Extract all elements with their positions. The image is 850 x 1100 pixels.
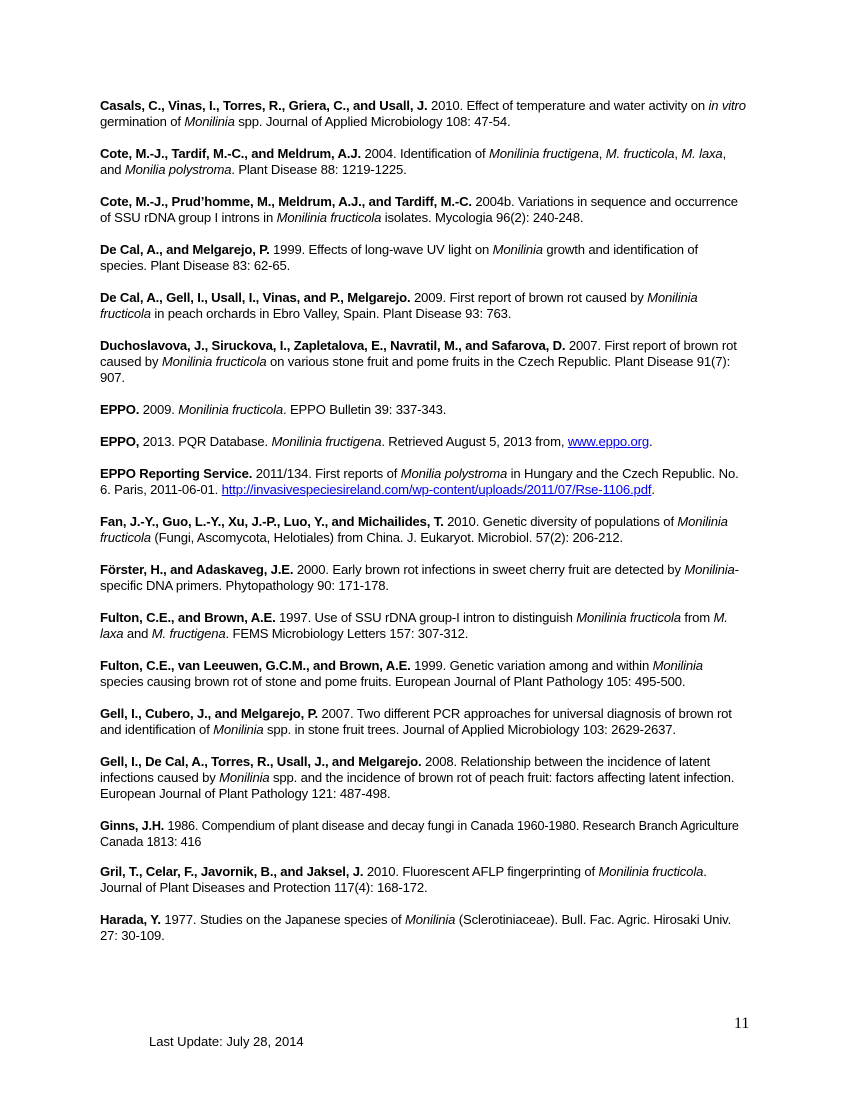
reference-entry xyxy=(100,864,746,896)
reference-authors: Casals, C., Vinas, I., Torres, R., Griera, C., and Usall, J. xyxy=(100,98,428,113)
reference-entry xyxy=(100,466,746,498)
reference-text: . Retrieved August 5, 2013 from, xyxy=(381,434,568,449)
reference-text: . FEMS Microbiology Letters 157: 307-312. xyxy=(225,626,469,641)
reference-text: 1986. Compendium of plant disease and decay fungi in Canada 1960-1980. Research Branch Agriculture Canada 1813: 416 xyxy=(100,819,739,849)
reference-text: in Hungary and the Czech Republic. No. 6. Paris, 2011-06-01. xyxy=(100,466,739,497)
reference-entry xyxy=(100,912,746,944)
reference-text: 1997. Use of SSU rDNA group-I intron to distinguish xyxy=(275,610,577,625)
page-number: 11 xyxy=(734,1015,750,1032)
reference-text: in peach orchards in Ebro Valley, Spain. Plant Disease 93: 763. xyxy=(150,306,512,321)
italic-taxon-text: Monilia polystroma xyxy=(124,162,232,177)
reference-authors: Gril, T., Celar, F., Javornik, B., and Jaksel, J. xyxy=(100,864,364,879)
italic-taxon-text: Monilinia xyxy=(492,242,543,257)
reference-authors: De Cal, A., and Melgarejo, P. xyxy=(100,242,270,257)
reference-entry xyxy=(100,754,746,802)
reference-text: (Fungi, Ascomycota, Helotiales) from China. J. Eukaryot. Microbiol. 57(2): 206-212. xyxy=(150,530,623,545)
italic-taxon-text: Monilinia fructicola xyxy=(161,354,267,369)
reference-authors: Harada, Y. xyxy=(100,912,161,927)
reference-authors: Fulton, C.E., and Brown, A.E. xyxy=(100,610,276,625)
reference-text: , xyxy=(674,146,682,161)
italic-taxon-text: Monilinia fructicola xyxy=(598,864,704,879)
reference-text: 2010. Genetic diversity of populations of xyxy=(443,514,678,529)
reference-entry xyxy=(100,706,746,738)
reference-text: spp. in stone fruit trees. Journal of Applied Microbiology 103: 2629-2637. xyxy=(263,722,676,737)
reference-authors: EPPO. xyxy=(100,402,140,417)
reference-entry xyxy=(100,290,746,322)
reference-entry xyxy=(100,242,746,274)
italic-taxon-text: Monilinia fructicola xyxy=(100,514,728,545)
reference-text: germination of xyxy=(100,114,185,129)
reference-text: 1999. Genetic variation among and within xyxy=(410,658,653,673)
reference-text: (Sclerotiniaceae). Bull. Fac. Agric. Hirosaki Univ. 27: 30-109. xyxy=(100,912,732,943)
reference-authors: Gell, I., De Cal, A., Torres, R., Usall, J., and Melgarejo. xyxy=(100,754,422,769)
reference-entry xyxy=(100,434,746,450)
reference-link[interactable]: http://invasivespeciesireland.com/wp-content/uploads/2011/07/Rse-1106.pdf xyxy=(221,482,652,497)
italic-taxon-text: M. fructicola xyxy=(605,146,675,161)
reference-text: . xyxy=(649,434,653,449)
reference-authors: Cote, M.-J., Tardif, M.-C., and Meldrum, A.J. xyxy=(100,146,361,161)
italic-taxon-text: Monilinia xyxy=(213,722,264,737)
italic-taxon-text: in vitro xyxy=(708,98,746,113)
italic-taxon-text: Monilinia fructicola xyxy=(100,290,698,321)
italic-taxon-text: Monilinia xyxy=(404,912,456,927)
reference-text: 2010. Effect of temperature and water activity on xyxy=(427,98,709,113)
italic-taxon-text: M. laxa xyxy=(100,610,728,641)
reference-text: 2013. PQR Database. xyxy=(139,434,272,449)
italic-taxon-text: Monilinia fructigena xyxy=(271,434,382,449)
reference-entry xyxy=(100,610,746,642)
italic-taxon-text: Monilia polystroma xyxy=(400,466,508,481)
reference-text: spp. and the incidence of brown rot of peach fruit: factors affecting latent infection. European Journal of Plant Pathology 121: 487-498. xyxy=(100,770,735,801)
reference-text: . EPPO Bulletin 39: 337-343. xyxy=(283,402,447,417)
reference-entry xyxy=(100,338,746,386)
reference-link[interactable]: www.eppo.org xyxy=(567,434,649,449)
reference-text: spp. Journal of Applied Microbiology 108: 47-54. xyxy=(234,114,511,129)
reference-text: , and xyxy=(100,146,727,177)
reference-entry xyxy=(100,98,746,130)
reference-text: , xyxy=(598,146,606,161)
reference-authors: EPPO Reporting Service. xyxy=(100,466,253,481)
italic-taxon-text: Monilinia fructicola xyxy=(178,402,283,417)
reference-text: 2004. Identification of xyxy=(360,146,489,161)
reference-text: . Journal of Plant Diseases and Protection 117(4): 168-172. xyxy=(100,864,707,895)
reference-list xyxy=(100,98,746,960)
reference-entry xyxy=(100,818,746,850)
reference-authors: Ginns, J.H. xyxy=(100,819,165,833)
reference-text: 2008. Relationship between the incidence of latent infections caused by xyxy=(100,754,711,785)
reference-authors: Cote, M.-J., Prud’homme, M., Meldrum, A.J., and Tardiff, M.-C. xyxy=(100,194,472,209)
reference-entry xyxy=(100,194,746,226)
reference-text: isolates. Mycologia 96(2): 240-248. xyxy=(381,210,584,225)
reference-text: 1977. Studies on the Japanese species of xyxy=(160,912,405,927)
reference-authors: Fulton, C.E., van Leeuwen, G.C.M., and Brown, A.E. xyxy=(100,658,411,673)
italic-taxon-text: Monilinia xyxy=(684,562,735,577)
reference-authors: De Cal, A., Gell, I., Usall, I., Vinas, and P., Melgarejo. xyxy=(100,290,411,305)
reference-text: 2004b. Variations in sequence and occurrence of SSU rDNA group I introns in xyxy=(100,194,738,225)
reference-entry xyxy=(100,146,746,178)
reference-entry xyxy=(100,658,746,690)
reference-text: 2007. Two different PCR approaches for universal diagnosis of brown rot and identification of xyxy=(100,706,732,737)
reference-text: 2010. Fluorescent AFLP fingerprinting of xyxy=(363,864,599,879)
italic-taxon-text: Monilinia fructigena xyxy=(488,146,599,161)
italic-taxon-text: Monilinia fructicola xyxy=(576,610,681,625)
reference-text: . xyxy=(651,482,655,497)
reference-authors: Förster, H., and Adaskaveg, J.E. xyxy=(100,562,294,577)
reference-authors: Gell, I., Cubero, J., and Melgarejo, P. xyxy=(100,706,319,721)
reference-text: 2011/134. First reports of xyxy=(252,466,401,481)
reference-text: growth and identification of species. Plant Disease 83: 62-65. xyxy=(100,242,698,273)
reference-text: -specific DNA primers. Phytopathology 90: 171-178. xyxy=(100,562,739,593)
reference-text: 2009. First report of brown rot caused by xyxy=(410,290,648,305)
reference-text: . Plant Disease 88: 1219-1225. xyxy=(231,162,407,177)
reference-text: 2009. xyxy=(139,402,179,417)
italic-taxon-text: M. fructigena xyxy=(151,626,226,641)
reference-text: from xyxy=(680,610,714,625)
italic-taxon-text: Monilinia fructicola xyxy=(276,210,382,225)
italic-taxon-text: M. laxa xyxy=(681,146,723,161)
reference-entry xyxy=(100,514,746,546)
reference-entry xyxy=(100,402,746,418)
reference-authors: EPPO, xyxy=(100,434,140,449)
reference-authors: Fan, J.-Y., Guo, L.-Y., Xu, J.-P., Luo, Y., and Michailides, T. xyxy=(100,514,444,529)
reference-text: 2007. First report of brown rot caused by xyxy=(100,338,737,369)
italic-taxon-text: Monilinia xyxy=(219,770,270,785)
reference-entry xyxy=(100,562,746,594)
italic-taxon-text: Monilinia xyxy=(652,658,703,673)
reference-text: species causing brown rot of stone and pome fruits. European Journal of Plant Pathology 105: 495-500. xyxy=(100,674,686,689)
reference-text: 1999. Effects of long-wave UV light on xyxy=(269,242,493,257)
reference-text: and xyxy=(123,626,152,641)
reference-authors: Duchoslavova, J., Siruckova, I., Zapletalova, E., Navratil, M., and Safarova, D. xyxy=(100,338,566,353)
reference-text: on various stone fruit and pome fruits in the Czech Republic. Plant Disease 91(7): 907. xyxy=(100,354,731,385)
reference-text: 2000. Early brown rot infections in sweet cherry fruit are detected by xyxy=(293,562,685,577)
italic-taxon-text: Monilinia xyxy=(184,114,235,129)
last-update-footer: Last Update: July 28, 2014 xyxy=(149,1034,304,1049)
